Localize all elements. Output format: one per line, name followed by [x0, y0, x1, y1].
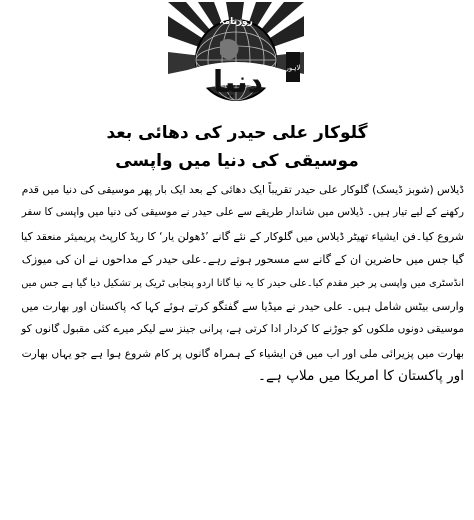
article-line: ڈیلاس (شوبز ڈیسک) گلوکار علی حیدر تقریباً ایک دھائی کے بعد ایک بار پھر موسیقی کی دنیا میں قدم: [21, 183, 464, 196]
globe-logo-graphic: [168, 2, 304, 105]
dunya-masthead-logo: [168, 2, 304, 105]
article-line: گیا جس میں حاضرین ان کے گانے سے مسحور ہوتے رہے۔علی حیدر کے مداحوں نے ان کی میوزک: [21, 253, 464, 267]
article-line: شروع کیا۔فن ایشیاء تھیٹر ڈیلاس میں گلوکار کے نئے گانے ’ڈھولن یار‘ کا ریڈ کارپٹ پریمیئر منعقد کیا: [20, 229, 464, 243]
article-line: رکھنے کے لیے تیار ہیں۔ ڈیلاس میں شاندار طریقے سے علی حیدر نے موسیقی کی دنیا میں واپسی کا سفر: [21, 206, 464, 219]
article-line: بھارت میں پزیرائی ملی اور اب میں فن ایشیاء کے ہمراہ گانوں پر کام شروع ہوا ہے جو یہاں بھارت: [21, 346, 464, 360]
article-line: موسیقی دونوں ملکوں کو جوڑنے کا کردار ادا کرتی ہے، پرانی جینز سے لیکر میرے کئی مقبول گانوں کو: [21, 323, 464, 336]
article-line: وارسی بیٹس شامل ہیں۔ علی حیدر نے میڈیا سے گفتگو کرتے ہوئے کہا کہ پاکستان اور بھارت میں: [21, 299, 464, 313]
masthead-logo-text: دنیا: [212, 65, 264, 100]
article-body: [12, 178, 464, 389]
masthead-side-text: لاہور: [285, 64, 301, 72]
article-line: انڈسٹری میں واپسی پر خیر مقدم کیا۔علی حیدر کا یہ نیا گانا اردو پنجابی ٹریک پر تشکیل دیا گیا ہے جس میں: [21, 277, 464, 289]
article-headline: گلوکار علی حیدر کی دھائی بعد: [106, 123, 368, 143]
article-line: اور پاکستان کا امریکا میں ملاپ ہے۔: [257, 368, 464, 385]
article-subheadline: موسیقی کی دنیا میں واپسی: [115, 151, 359, 171]
masthead-arc-text: روزنامہ: [219, 17, 253, 27]
